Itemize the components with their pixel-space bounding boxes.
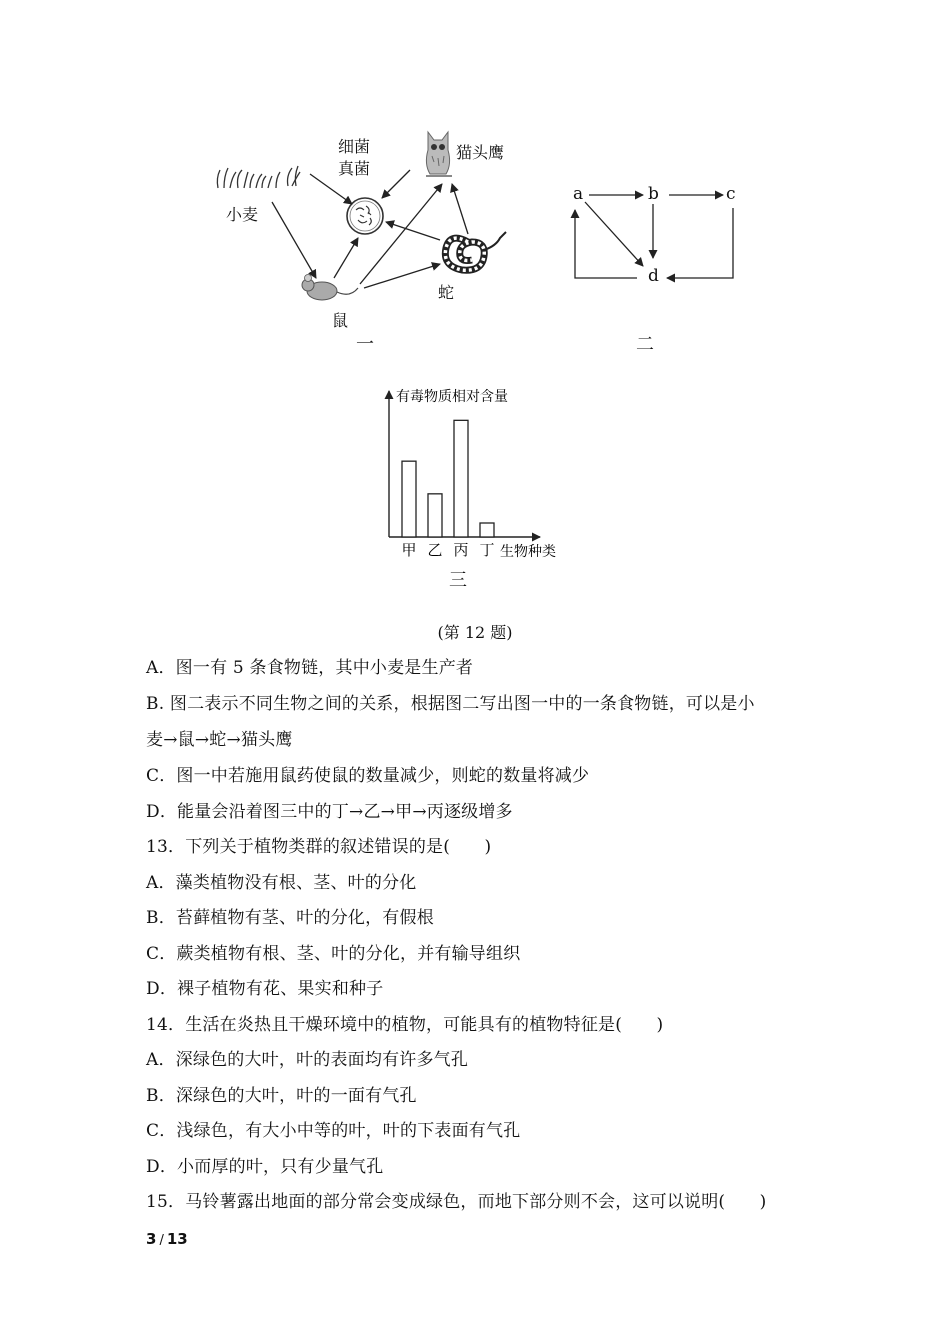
q13-option-a: A．藻类植物没有根、茎、叶的分化 — [146, 873, 417, 893]
category-label-3: 丙 — [453, 541, 469, 559]
arrow-c-d — [667, 208, 733, 278]
q14-stem: 14．生活在炎热且干燥环境中的植物，可能具有的植物特征是( ) — [146, 1015, 664, 1035]
page-total: 13 — [166, 1230, 188, 1248]
q12-option-b-cont: 麦→鼠→蛇→猫头鹰 — [146, 730, 293, 750]
wheat-label: 小麦 — [226, 205, 259, 224]
snake-icon — [445, 232, 506, 270]
category-label-4: 丁 — [479, 541, 495, 559]
figure-3-bar-chart — [380, 385, 580, 570]
arrow-owl-bacteria — [382, 170, 410, 198]
node-c: c — [726, 184, 736, 204]
q14-option-c: C．浅绿色，有大小中等的叶，叶的下表面有气孔 — [146, 1121, 521, 1141]
bacteria-fungi-icon — [347, 198, 383, 234]
snake-label: 蛇 — [438, 283, 455, 302]
page-number — [146, 1230, 188, 1248]
q13-option-b: B．苔藓植物有茎、叶的分化，有假根 — [146, 908, 434, 928]
arrow-wheat-mouse — [272, 202, 316, 278]
bar-4 — [480, 523, 494, 537]
q13-stem: 13．下列关于植物类群的叙述错误的是( ) — [146, 837, 492, 857]
x-axis-label: 生物种类 — [500, 544, 556, 560]
page-separator: / — [159, 1233, 164, 1248]
q13-option-d: D．裸子植物有花、果实和种子 — [146, 979, 384, 999]
bar-2 — [428, 494, 442, 537]
bacteria-label-line1: 细菌 — [338, 137, 371, 156]
node-a: a — [573, 184, 584, 204]
node-b: b — [648, 184, 659, 204]
mouse-icon — [302, 275, 358, 301]
q14-option-b: B．深绿色的大叶，叶的一面有气孔 — [146, 1086, 417, 1106]
mouse-label: 鼠 — [332, 311, 349, 330]
q13-option-c: C．蕨类植物有根、茎、叶的分化，并有输导组织 — [146, 944, 521, 964]
arrow-d-a — [575, 210, 637, 278]
q14-option-d: D．小而厚的叶，只有少量气孔 — [146, 1157, 384, 1177]
q14-option-a: A．深绿色的大叶，叶的表面均有许多气孔 — [146, 1050, 469, 1070]
q12-option-a: A．图一有 5 条食物链，其中小麦是生产者 — [146, 658, 474, 678]
category-label-1: 甲 — [401, 541, 417, 559]
bar-3 — [454, 420, 468, 537]
figure-2-label: 二 — [636, 334, 654, 355]
category-label-2: 乙 — [427, 541, 443, 559]
wheat-icon — [217, 166, 300, 188]
arrow-a-d — [585, 202, 643, 266]
arrow-snake-owl — [452, 184, 468, 234]
owl-icon — [426, 132, 452, 176]
q15-stem: 15．马铃薯露出地面的部分常会变成绿色，而地下部分则不会，这可以说明( ) — [146, 1192, 767, 1212]
owl-label: 猫头鹰 — [456, 143, 505, 162]
page-current: 3 — [146, 1230, 157, 1248]
arrow-mouse-snake — [364, 264, 440, 288]
figure-1-label: 一 — [356, 334, 374, 355]
q12-option-d: D．能量会沿着图三中的丁→乙→甲→丙逐级增多 — [146, 802, 513, 822]
arrow-mouse-bacteria — [334, 238, 358, 278]
figure-caption: (第 12 题) — [437, 623, 513, 642]
bacteria-label-line2: 真菌 — [338, 159, 371, 178]
q12-option-c: C．图一中若施用鼠药使鼠的数量减少，则蛇的数量将减少 — [146, 766, 590, 786]
y-axis-label: 有毒物质相对含量 — [396, 389, 508, 405]
arrow-snake-bacteria — [386, 222, 440, 240]
q12-option-b: B. 图二表示不同生物之间的关系，根据图二写出图一中的一条食物链，可以是小 — [146, 694, 755, 714]
node-d: d — [648, 266, 659, 286]
bar-1 — [402, 461, 416, 537]
figure-3-label: 三 — [449, 570, 467, 591]
